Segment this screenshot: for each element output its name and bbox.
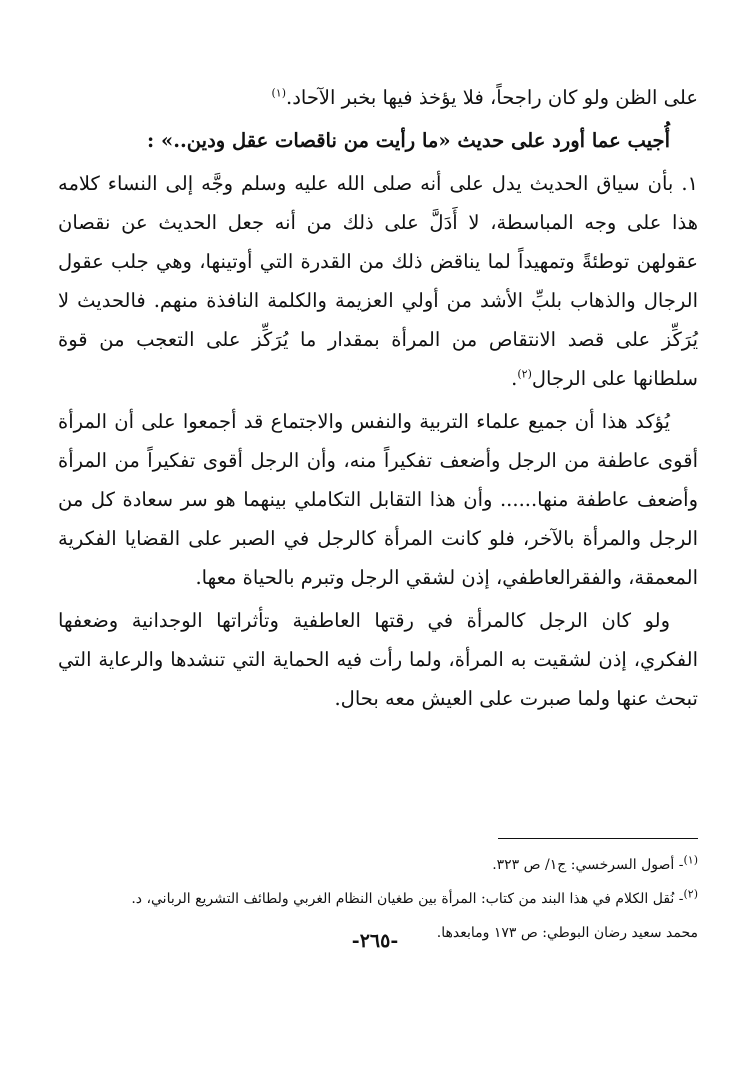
footnote-divider (498, 838, 698, 839)
main-text (58, 78, 698, 722)
footnote-2-text-line-1: - نُقل الكلام في هذا البند من كتاب: المرأة بين طغيان النظام الغربي ولطائف التشريع الرباني، د. (131, 891, 684, 907)
paragraph-2-heading: أُجيب عما أورد على حديث «ما رأيت من ناقصات عقل ودين..» : (147, 129, 670, 152)
footnote-2-continued: محمد سعيد رضان البوطي: ص ١٧٣ ومابعدها. (436, 925, 698, 941)
footnote-1 (58, 848, 698, 882)
paragraph-3: ١. بأن سياق الحديث يدل على أنه صلى الله عليه وسلم وجَّه إلى النساء كلامه هذا على وجه المباسطة، لا أَدَلَّ على ذلك من أنه جعل الحديث عن نقصان عقولهن توطئةً وتمهيداً لما يناقض ذلك من القدرة التي أوتينها، وهي جلب عقول الرجال والذهاب بلبِّ الأشد من أولي العزيمة والكلمة النافذة منهم. فالحديث لا يُرَكِّز على قصد الانتقاص من المرأة بمقدار ما يُرَكِّز على التعجب من قوة سلطانها على الرجال$^{(٢)}$. (58, 172, 698, 390)
footnote-ref-2: (٢) (517, 367, 532, 381)
page-number: -٢٦٥- (351, 930, 399, 952)
paragraph-1 (58, 78, 698, 117)
footnote-2 (58, 882, 698, 916)
footnote-1-mark: (١) (683, 853, 698, 867)
paragraph-1-text: على الظن ولو كان راجحاً، فلا يؤخذ فيها بخبر الآحاد. (286, 86, 698, 109)
footnote-ref-1: (١) (271, 86, 287, 100)
footnote-1-text: - أصول السرخسي: ج١/ ص ٣٢٣. (492, 857, 684, 873)
paragraph-5: ولو كان الرجل كالمرأة في رقتها العاطفية وتأثراتها الوجدانية وضعفها الفكري، إذن لشقيت به المرأة، ولما رأت فيه الحماية التي تنشدها والرعاية التي تبحث عنها ولما صبرت على العيش معه بحال. (58, 609, 698, 710)
paragraph-3-text: ١. بأن سياق الحديث يدل على أنه صلى الله عليه وسلم وجَّه إلى النساء كلامه هذا على وجه المباسطة، لا أَدَلَّ على ذلك من أنه جعل الحديث عن نقصان عقولهن توطئةً وتمهيداً لما يناقض ذلك من القدرة التي أوتينها، وهي جلب عقول الرجال والذهاب بلبِّ الأشد من أولي العزيمة والكلمة النافذة منهم. فالحديث لا يُرَكِّز على قصد الانتقاص من المرأة بمقدار ما يُرَكِّز على التعجب من قوة سلطانها على الرجال (58, 172, 698, 390)
paragraph-4: يُؤكد هذا أن جميع علماء التربية والنفس والاجتماع قد أجمعوا على أن المرأة أقوى عاطفة من الرجل وأضعف تفكيراً منه، وأن الرجل أقوى تفكيراً من المرأة وأضعف عاطفة منها...... وأن هذا التقابل التكاملي بينهما هو سر سعادة كل من الرجل والمرأة بالآخر، فلو كانت المرأة كالرجل في الصبر على القضايا الفكرية المعمقة، والفقرالعاطفي، إذن لشقي الرجل وتبرم بالحياة معها. (58, 410, 698, 589)
footnote-2-mark: (٢) (683, 887, 698, 901)
